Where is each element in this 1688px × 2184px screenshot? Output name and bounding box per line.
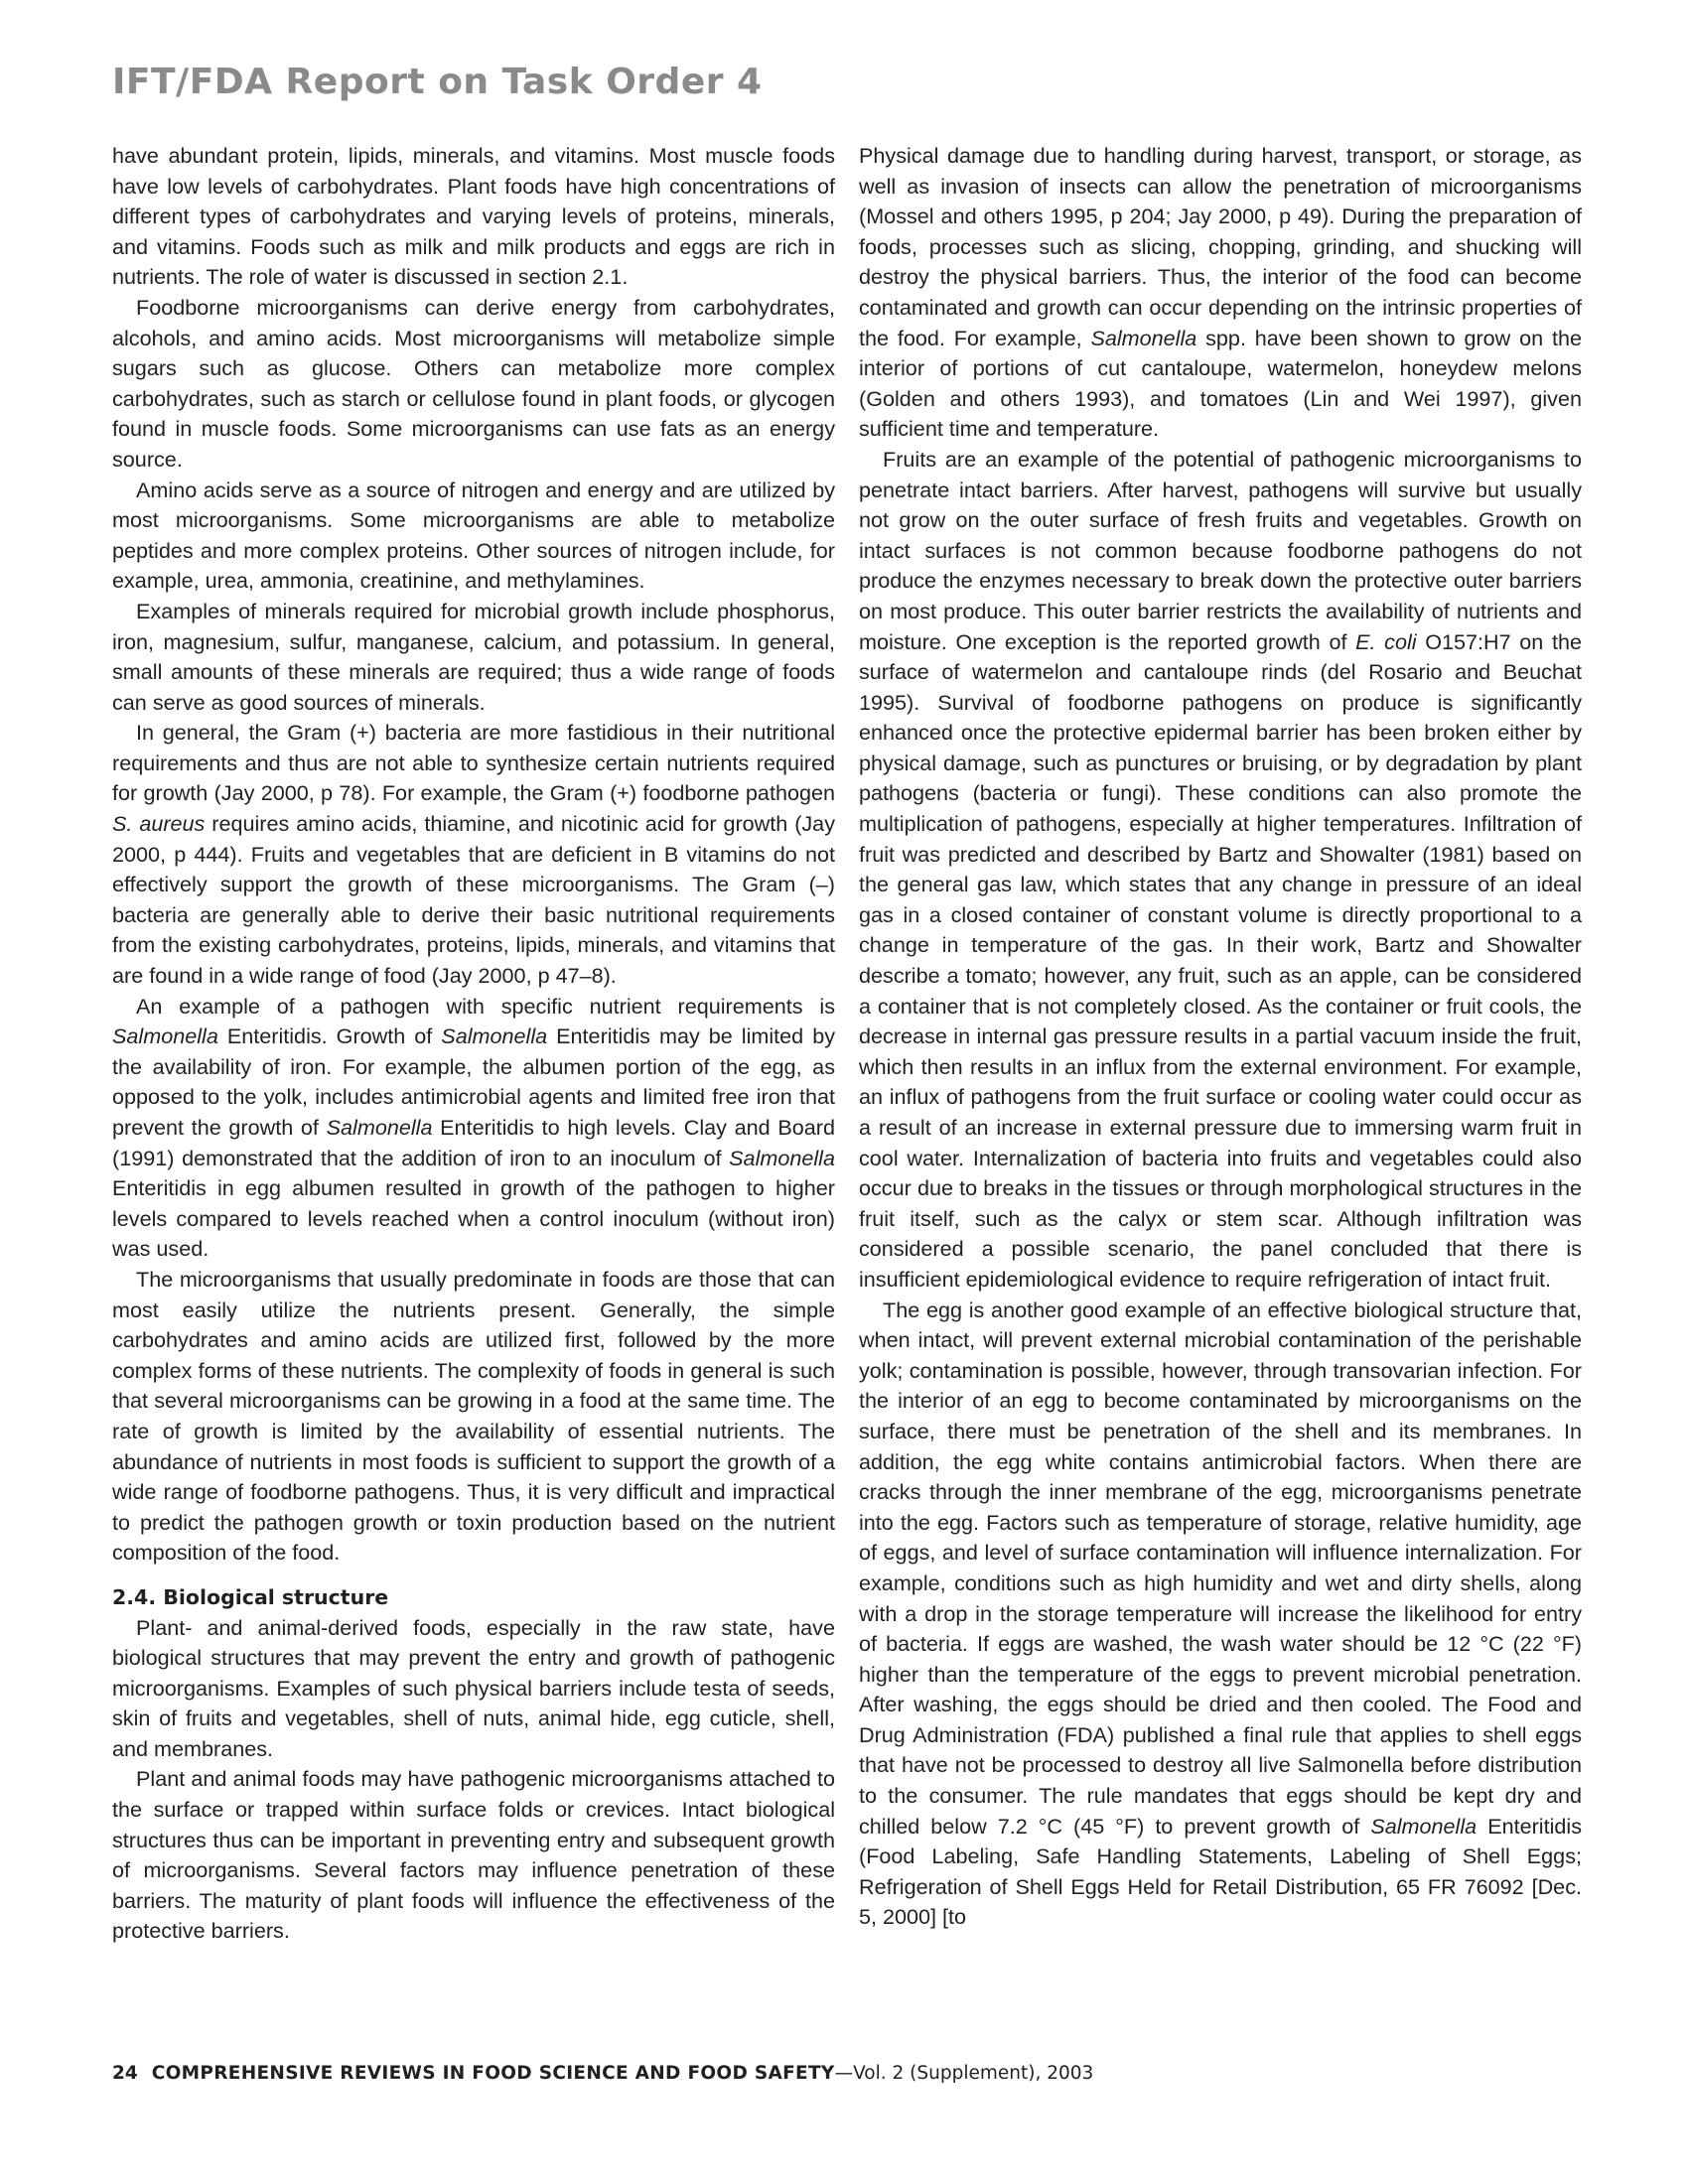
paragraph: Plant and animal foods may have pathogenic microorganisms attached to the surface or trapped within surface folds or crevices. Intact biological structures thus can be important in preventing entry and subsequent growth of microorganisms. Several factors may influence penetration of these barriers. The maturity of plant foods will influence the effectiveness of the protective barriers. (112, 1766, 835, 1944)
italic-term: Salmonella (729, 1145, 835, 1170)
italic-term: Salmonella (326, 1115, 433, 1140)
text-run: requires amino acids, thiamine, and nicotinic acid for growth (Jay 2000, p 444). Fruits and vegetables that are deficient in B vitamins do not effectively support the growth of these microorganisms. The Gram (–) bacteria are generally able to derive their basic nutritional requirements from the existing carbohydrates, proteins, lipids, minerals, and vitamins that are found in a wide range of food (Jay 2000, p 47–8). (112, 811, 835, 989)
text-run: An example of a pathogen with specific nutrient requirements is (136, 993, 835, 1019)
paragraph (859, 1296, 1582, 1933)
text-run: Enteritidis to high levels. Clay and Board (1991) demonstrated that the addition of iron to an inoculum of (112, 1115, 835, 1170)
paragraph: Amino acids serve as a source of nitrogen and energy and are utilized by most microorganisms. Some microorganisms are able to metabolize peptides and more complex proteins. Other sources of nitrogen include, for example, urea, ammonia, creatinine, and methylamines. (112, 477, 835, 594)
paragraph: Foodborne microorganisms can derive energy from carbohydrates, alcohols, and amino acids. Most microorganisms will metabolize simple sugars such as glucose. Others can metabolize more complex carbohydrates, such as starch or cellulose found in plant foods, or glycogen found in muscle foods. Some microorganisms can use fats as an energy source. (112, 294, 835, 472)
running-header: IFT/FDA Report on Task Order 4 (112, 62, 763, 102)
text-run: The egg is another good example of an effective biological structure that, when intact, will prevent external microbial contamination of the perishable yolk; contamination is possible, however, through transovarian infection. For the interior of an egg to become contaminated by microorganisms on the surface, there must be penetration of the shell and its membranes. In addition, the egg white contains antimicrobial factors. When there are cracks through the inner membrane of the egg, microorganisms penetrate into the egg. Factors such as temperature of storage, relative humidity, age of eggs, and level of surface contamination will influence internalization. For example, conditions such as high humidity and wet and dirty shells, along with a drop in the storage temperature will increase the likelihood for entry of bacteria. If eggs are washed, the wash water should be 12 °C (22 °F) higher than the temperature of the eggs to prevent microbial penetration. After washing, the eggs should be dried and then cooled. The Food and Drug Administration (FDA) published a final rule that applies to shell eggs that have not be processed to destroy all live Salmonella before distribution to the consumer. The rule mandates that eggs should be kept dry and chilled below 7.2 °C (45 °F) to prevent growth of (859, 1297, 1582, 1839)
text-run: In general, the Gram (+) bacteria are more fastidious in their nutritional requirements and thus are not able to synthesize certain nutrients required for growth (Jay 2000, p 78). For example, the Gram (+) foodborne pathogen (112, 720, 835, 806)
right-column (859, 141, 1582, 1933)
italic-term: Salmonella (112, 1024, 218, 1049)
text-run: spp. have been shown to grow on the interior of portions of cut cantaloupe, watermelon, honeydew melons (Golden and others 1993), and tomatoes (Lin and Wei 1997), given sufficient time and temperature. (859, 325, 1582, 442)
text-run: Enteritidis. Growth of (217, 1024, 442, 1049)
text-run: Fruits are an example of the potential of pathogenic microorganisms to penetrate intact barriers. After harvest, pathogens will survive but usually not grow on the outer surface of fresh fruits and vegetables. Growth on intact surfaces is not common because foodborne pathogens do not produce the enzymes necessary to break down the protective outer barriers on most produce. This outer barrier restricts the availability of nutrients and moisture. One exception is the reported growth of (859, 446, 1582, 654)
paragraph: have abundant protein, lipids, minerals, and vitamins. Most muscle foods have low levels of carbohydrates. Plant foods have high concentrations of different types of carbohydrates and varying levels of proteins, minerals, and vitamins. Foods such as milk and milk products and eggs are rich in nutrients. The role of water is discussed in section 2.1. (112, 143, 835, 290)
paragraph: Examples of minerals required for microbial growth include phosphorus, iron, magnesium, sulfur, manganese, calcium, and potassium. In general, small amounts of these minerals are required; thus a wide range of foods can serve as good sources of minerals. (112, 598, 835, 715)
italic-term: Salmonella (441, 1024, 548, 1049)
paragraph: Plant- and animal-derived foods, especially in the raw state, have biological structures that may prevent the entry and growth of pathogenic microorganisms. Examples of such physical barriers include testa of seeds, skin of fruits and vegetables, shell of nuts, animal hide, egg cuticle, shell, and membranes. (112, 1614, 835, 1761)
paragraph (112, 992, 835, 1265)
italic-term: Salmonella (1370, 1813, 1477, 1839)
text-run: O157:H7 on the surface of watermelon and cantaloupe rinds (del Rosario and Beuchat 1995). Survival of foodborne pathogens on produce is significantly enhanced once the protective epidermal barrier has been broken either by physical damage, such as punctures or bruising, or by degradation by plant pathogens (bacteria or fungi). These conditions can also promote the multiplication of pathogens, especially at higher temperatures. Infiltration of fruit was predicted and described by Bartz and Showalter (1981) based on the general gas law, which states that any change in pressure of an ideal gas in a closed container of constant volume is directly proportional to a change in temperature of the gas. In their work, Bartz and Showalter describe a tomato; however, any fruit, such as an apple, can be considered a container that is not completely closed. As the container or fruit cools, the decrease in internal gas pressure results in a partial vacuum inside the fruit, which then results in an influx from the external environment. For example, an influx of pathogens from the fruit surface or cooling water could occur as a result of an increase in external pressure due to immersing warm fruit in cool water. Internalization of bacteria into fruits and vegetables could also occur due to breaks in the tissues or through morphological structures in the fruit itself, such as the calyx or stem scar. Although infiltration was considered a possible scenario, the panel concluded that there is insufficient epidemiological evidence to require refrigeration of intact fruit. (859, 628, 1582, 1292)
paragraph (859, 445, 1582, 1296)
text-run: Enteritidis in egg albumen resulted in growth of the pathogen to higher levels compared to levels reached when a control inoculum (without iron) was used. (112, 1175, 835, 1262)
paragraph (859, 141, 1582, 445)
left-column (112, 141, 835, 1947)
journal-title: COMPREHENSIVE REVIEWS IN FOOD SCIENCE AND FOOD SAFETY (151, 2063, 835, 2084)
page-number: 24 (112, 2063, 138, 2084)
section-heading: 2.4. Biological structure (112, 1584, 389, 1609)
italic-term: E. coli (1355, 628, 1417, 654)
paragraph (112, 718, 835, 991)
italic-term: S. aureus (112, 811, 206, 837)
text-run: Enteritidis may be limited by the availability of iron. For example, the albumen portion of the egg, as opposed to the yolk, includes antimicrobial agents and limited free iron that prevent the growth of (112, 1024, 836, 1140)
text-run: Enteritidis (Food Labeling, Safe Handling Statements, Labeling of Shell Eggs; Refrigeration of Shell Eggs Held for Retail Distribution, 65 FR 76092 [Dec. 5, 2000] [to (859, 1813, 1582, 1930)
journal-volume: —Vol. 2 (Supplement), 2003 (834, 2063, 1094, 2084)
page-footer (112, 2063, 1093, 2084)
italic-term: Salmonella (1090, 325, 1197, 350)
text-run: Physical damage due to handling during harvest, transport, or storage, as well as invasion of insects can allow the penetration of microorganisms (Mossel and others 1995, p 204; Jay 2000, p 49). During the preparation of foods, processes such as slicing, chopping, grinding, and shucking will destroy the physical barriers. Thus, the interior of the food can become contaminated and growth can occur depending on the intrinsic properties of the food. For example, (859, 143, 1582, 350)
paragraph: The microorganisms that usually predominate in foods are those that can most easily utilize the nutrients present. Generally, the simple carbohydrates and amino acids are utilized first, followed by the more complex forms of these nutrients. The complexity of foods in general is such that several microorganisms can be growing in a food at the same time. The rate of growth is limited by the availability of essential nutrients. The abundance of nutrients in most foods is sufficient to support the growth of a wide range of foodborne pathogens. Thus, it is very difficult and impractical to predict the pathogen growth or toxin production based on the nutrient composition of the food. (112, 1266, 835, 1566)
